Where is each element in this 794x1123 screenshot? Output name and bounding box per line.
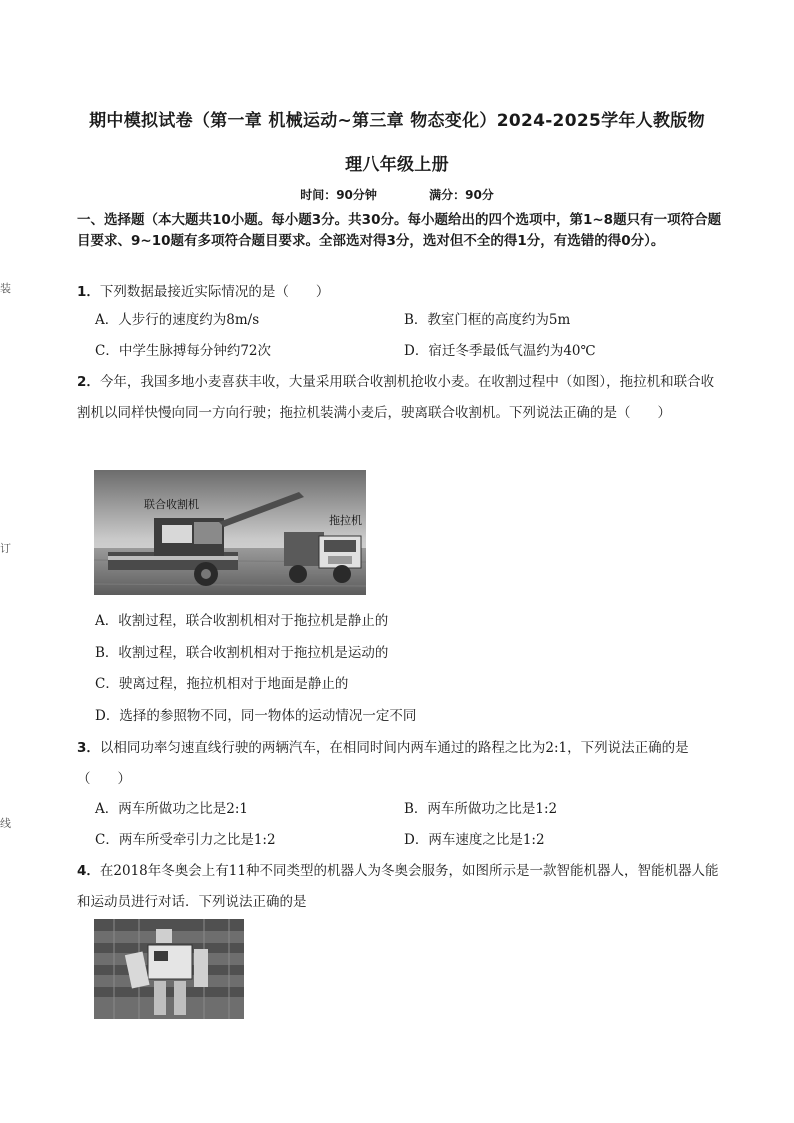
- option-c: C．两车所受牵引力之比是1:2: [95, 832, 276, 848]
- binding-mark: 装: [0, 282, 11, 295]
- question-number: 1．: [77, 284, 100, 300]
- option-b: B．收割过程，联合收割机相对于拖拉机是运动的: [95, 645, 389, 661]
- question-1: [77, 277, 722, 308]
- question-2: [77, 367, 722, 429]
- option-c: C．驶离过程，拖拉机相对于地面是静止的: [95, 676, 349, 692]
- exam-meta: [0, 186, 794, 203]
- tractor-label: 拖拉机: [329, 514, 362, 527]
- time-limit: 时间：90分钟: [300, 188, 377, 202]
- question-number: 2．: [77, 374, 100, 390]
- question-stem: 今年，我国多地小麦喜获丰收，大量采用联合收割机抢收小麦。在收割过程中（如图），拖拉机和联合收割机以同样快慢向同一方向行驶；拖拉机装满小麦后，驶离联合收割机。下列说法正确的是（ ）: [77, 374, 715, 421]
- question-stem: 下列数据最接近实际情况的是（ ）: [99, 284, 330, 300]
- exam-title-line1: 期中模拟试卷（第一章 机械运动~第三章 物态变化）2024-2025学年人教版物: [89, 111, 705, 131]
- option-b: B．两车所做功之比是1:2: [404, 801, 558, 817]
- question-stem: 以相同功率匀速直线行驶的两辆汽车，在相同时间内两车通过的路程之比为2:1，下列说法正确的是（ ）: [77, 740, 689, 787]
- option-d: D．宿迁冬季最低气温约为40℃: [404, 343, 596, 359]
- binding-mark: 线: [0, 817, 11, 830]
- harvester-photo: [94, 470, 366, 595]
- exam-title-line2: 理八年级上册: [345, 155, 449, 175]
- option-d: D．选择的参照物不同，同一物体的运动情况一定不同: [95, 708, 417, 724]
- harvester-label: 联合收割机: [144, 498, 199, 511]
- option-c: C．中学生脉搏每分钟约72次: [95, 343, 272, 359]
- question-stem: 在2018年冬奥会上有11种不同类型的机器人为冬奥会服务，如图所示是一款智能机器人，智能机器人能和运动员进行对话．下列说法正确的是: [77, 863, 719, 910]
- option-a: A．收割过程，联合收割机相对于拖拉机是静止的: [95, 613, 389, 629]
- question-3: [77, 733, 722, 795]
- robot-illustration: [94, 919, 244, 1019]
- section-heading: 一、选择题（本大题共10小题。每小题3分。共30分。每小题给出的四个选项中，第1~8题只有一项符合题目要求、9~10题有多项符合题目要求。全部选对得3分，选对但不全的得1分，有选错的得0分）。: [77, 212, 722, 249]
- full-score: 满分：90分: [429, 188, 494, 202]
- harvester-illustration: [94, 470, 366, 595]
- option-b: B．教室门框的高度约为5m: [404, 312, 571, 328]
- option-a: A．两车所做功之比是2:1: [95, 801, 248, 817]
- question-number: 3．: [77, 740, 100, 756]
- option-d: D．两车速度之比是1:2: [404, 832, 545, 848]
- option-a: A．人步行的速度约为8m/s: [95, 312, 260, 328]
- binding-mark: 订: [0, 542, 11, 555]
- question-number: 4．: [77, 863, 100, 879]
- robot-photo: [94, 919, 244, 1019]
- question-4: [77, 856, 722, 918]
